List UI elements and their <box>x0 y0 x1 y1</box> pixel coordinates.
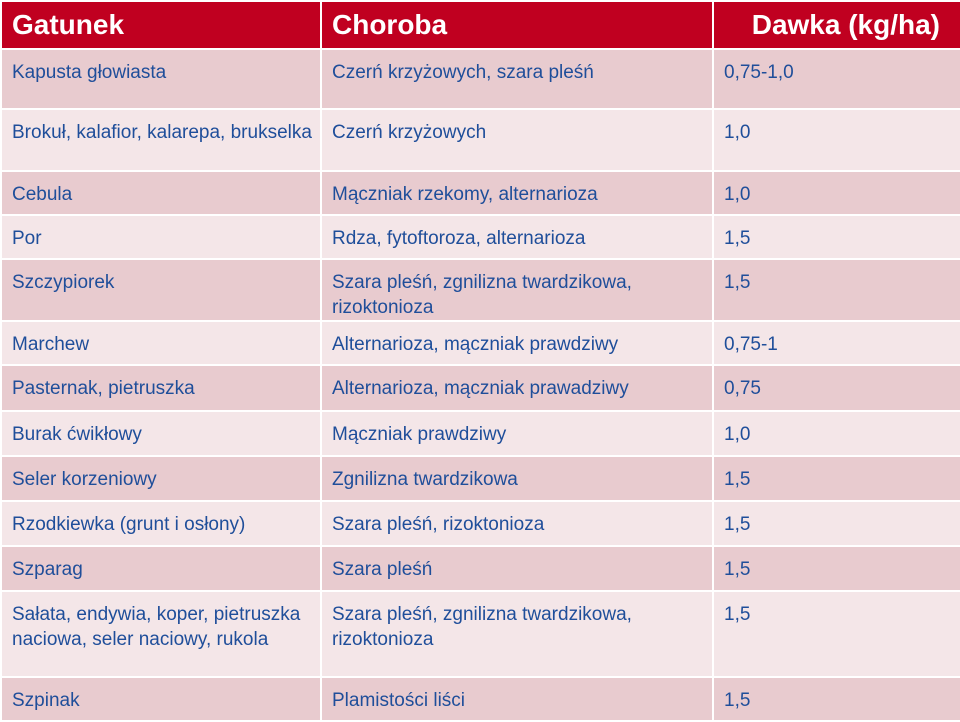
species-cell: Kapusta głowiasta <box>1 49 321 109</box>
species-cell: Seler korzeniowy <box>1 456 321 501</box>
species-cell: Szparag <box>1 546 321 591</box>
disease-cell: Czerń krzyżowych <box>321 109 713 171</box>
table-row <box>1 546 960 591</box>
disease-cell: Szara pleśń, zgnilizna twardzikowa, rizoktonioza <box>321 591 713 677</box>
header-disease: Choroba <box>321 1 713 49</box>
table-row <box>1 501 960 546</box>
dose-cell: 1,5 <box>713 456 960 501</box>
table-row <box>1 109 960 171</box>
disease-cell: Szara pleśń, zgnilizna twardzikowa, rizoktonioza <box>321 259 713 321</box>
table-row <box>1 411 960 456</box>
dose-cell: 1,5 <box>713 677 960 721</box>
disease-cell: Szara pleśń <box>321 546 713 591</box>
dose-cell: 1,5 <box>713 591 960 677</box>
disease-cell: Mączniak rzekomy, alternarioza <box>321 171 713 215</box>
header-row <box>1 1 960 49</box>
dose-cell: 0,75-1 <box>713 321 960 365</box>
species-cell: Por <box>1 215 321 259</box>
table-row <box>1 677 960 721</box>
table-row <box>1 456 960 501</box>
species-cell: Sałata, endywia, koper, pietruszka naciowa, seler naciowy, rukola <box>1 591 321 677</box>
table-row <box>1 365 960 411</box>
table-row <box>1 321 960 365</box>
disease-cell: Rdza, fytoftoroza, alternarioza <box>321 215 713 259</box>
table-row <box>1 49 960 109</box>
header-dose: Dawka (kg/ha) <box>713 1 960 49</box>
dose-cell: 0,75 <box>713 365 960 411</box>
species-cell: Marchew <box>1 321 321 365</box>
disease-cell: Alternarioza, mączniak prawdziwy <box>321 321 713 365</box>
species-cell: Szczypiorek <box>1 259 321 321</box>
species-cell: Brokuł, kalafior, kalarepa, brukselka <box>1 109 321 171</box>
header-species: Gatunek <box>1 1 321 49</box>
species-cell: Rzodkiewka (grunt i osłony) <box>1 501 321 546</box>
disease-cell: Zgnilizna twardzikowa <box>321 456 713 501</box>
dose-cell: 1,0 <box>713 171 960 215</box>
table-row <box>1 591 960 677</box>
disease-cell: Plamistości liści <box>321 677 713 721</box>
dose-cell: 1,5 <box>713 215 960 259</box>
dose-cell: 1,5 <box>713 259 960 321</box>
dose-cell: 1,5 <box>713 501 960 546</box>
disease-cell: Szara pleśń, rizoktonioza <box>321 501 713 546</box>
table-row <box>1 215 960 259</box>
table-row <box>1 259 960 321</box>
dose-cell: 1,5 <box>713 546 960 591</box>
species-cell: Cebula <box>1 171 321 215</box>
disease-cell: Alternarioza, mączniak prawadziwy <box>321 365 713 411</box>
species-cell: Burak ćwikłowy <box>1 411 321 456</box>
species-cell: Pasternak, pietruszka <box>1 365 321 411</box>
dose-cell: 1,0 <box>713 109 960 171</box>
dose-cell: 1,0 <box>713 411 960 456</box>
species-cell: Szpinak <box>1 677 321 721</box>
disease-cell: Mączniak prawdziwy <box>321 411 713 456</box>
table-row <box>1 171 960 215</box>
dose-cell: 0,75-1,0 <box>713 49 960 109</box>
disease-cell: Czerń krzyżowych, szara pleśń <box>321 49 713 109</box>
